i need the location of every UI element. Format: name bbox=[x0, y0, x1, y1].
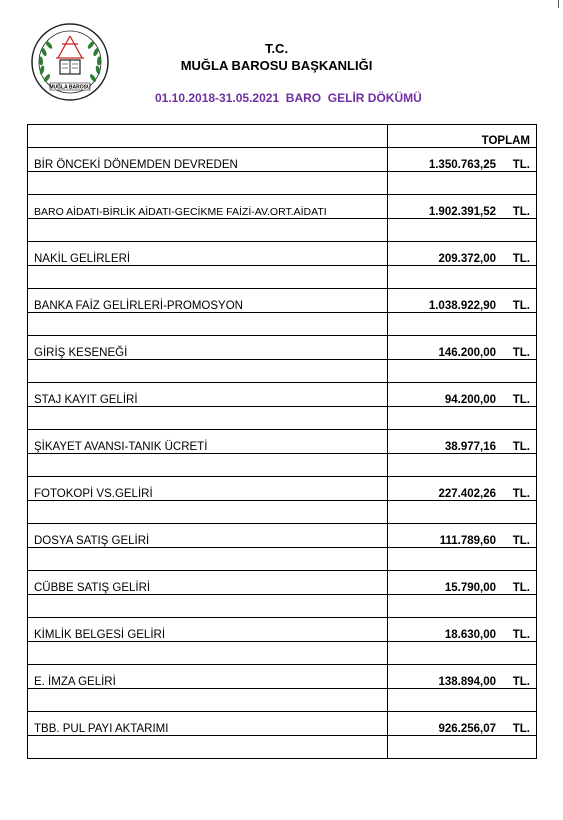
empty-cell bbox=[388, 595, 537, 618]
income-amount: 111.789,60 bbox=[439, 535, 496, 547]
income-amount-cell bbox=[388, 571, 537, 595]
income-label-cell bbox=[28, 618, 388, 642]
table-row bbox=[28, 571, 537, 595]
empty-cell bbox=[388, 219, 537, 242]
currency-label: TL. bbox=[512, 206, 530, 218]
income-amount: 209.372,00 bbox=[438, 253, 496, 265]
income-amount-cell bbox=[388, 336, 537, 360]
income-label-cell bbox=[28, 665, 388, 689]
income-amount-cell bbox=[388, 148, 537, 172]
table-row bbox=[28, 524, 537, 548]
currency-label: TL. bbox=[512, 535, 530, 547]
table-spacer-row bbox=[28, 689, 537, 712]
table-header-row bbox=[28, 125, 537, 148]
currency-label: TL. bbox=[512, 676, 530, 688]
income-label-cell bbox=[28, 524, 388, 548]
income-amount: 94.200,00 bbox=[444, 394, 496, 406]
table-spacer-row bbox=[28, 454, 537, 477]
empty-cell bbox=[28, 736, 388, 759]
table-row bbox=[28, 712, 537, 736]
empty-cell bbox=[388, 501, 537, 524]
empty-cell bbox=[388, 407, 537, 430]
empty-cell bbox=[388, 360, 537, 383]
income-label: E. İMZA GELİRİ bbox=[34, 676, 116, 688]
income-label: BİR ÖNCEKİ DÖNEMDEN DEVREDEN bbox=[34, 159, 238, 171]
table-row bbox=[28, 148, 537, 172]
currency-label: TL. bbox=[512, 347, 530, 359]
empty-cell bbox=[28, 548, 388, 571]
income-label: ŞİKAYET AVANSI-TANIK ÜCRETİ bbox=[34, 441, 208, 453]
income-amount: 1.350.763,25 bbox=[428, 159, 496, 171]
income-amount-cell bbox=[388, 289, 537, 313]
income-label: GİRİŞ KESENEĞİ bbox=[34, 347, 128, 359]
empty-cell bbox=[388, 642, 537, 665]
income-label: BARO AİDATI-BİRLİK AİDATI-GECİKME FAİZİ-AV.ORT.AİDATI bbox=[34, 206, 327, 218]
table-spacer-row bbox=[28, 736, 537, 759]
table-spacer-row bbox=[28, 360, 537, 383]
income-amount: 15.790,00 bbox=[444, 582, 496, 594]
currency-label: TL. bbox=[512, 253, 530, 265]
header-empty-cell bbox=[28, 125, 388, 148]
income-label-cell bbox=[28, 712, 388, 736]
income-amount-cell bbox=[388, 242, 537, 266]
income-amount-cell bbox=[388, 477, 537, 501]
empty-cell bbox=[388, 266, 537, 289]
table-spacer-row bbox=[28, 266, 537, 289]
income-label: FOTOKOPİ VS.GELİRİ bbox=[34, 488, 153, 500]
income-label-cell bbox=[28, 289, 388, 313]
income-label: DOSYA SATIŞ GELİRİ bbox=[34, 535, 150, 547]
income-amount: 38.977,16 bbox=[444, 441, 496, 453]
table-spacer-row bbox=[28, 172, 537, 195]
income-label-cell bbox=[28, 336, 388, 360]
income-amount-cell bbox=[388, 430, 537, 454]
table-row bbox=[28, 383, 537, 407]
income-amount-cell bbox=[388, 195, 537, 219]
total-header: TOPLAM bbox=[388, 125, 537, 148]
table-spacer-row bbox=[28, 313, 537, 336]
svg-text:MUĞLA BAROSU: MUĞLA BAROSU bbox=[49, 84, 91, 91]
table-row bbox=[28, 430, 537, 454]
income-label-cell bbox=[28, 242, 388, 266]
empty-cell bbox=[28, 642, 388, 665]
income-label: STAJ KAYIT GELİRİ bbox=[34, 394, 138, 406]
table-spacer-row bbox=[28, 595, 537, 618]
table-row bbox=[28, 618, 537, 642]
table-row bbox=[28, 242, 537, 266]
table-spacer-row bbox=[28, 548, 537, 571]
table-spacer-row bbox=[28, 501, 537, 524]
income-label-cell bbox=[28, 477, 388, 501]
empty-cell bbox=[388, 736, 537, 759]
income-amount: 1.038.922,90 bbox=[428, 300, 496, 312]
currency-label: TL. bbox=[512, 159, 530, 171]
income-label-cell bbox=[28, 383, 388, 407]
table-spacer-row bbox=[28, 642, 537, 665]
income-amount-cell bbox=[388, 665, 537, 689]
table-spacer-row bbox=[28, 407, 537, 430]
table-row bbox=[28, 289, 537, 313]
income-label: NAKİL GELİRLERİ bbox=[34, 253, 131, 265]
currency-label: TL. bbox=[512, 394, 530, 406]
table-row bbox=[28, 336, 537, 360]
income-label-cell bbox=[28, 195, 388, 219]
empty-cell bbox=[388, 689, 537, 712]
empty-cell bbox=[28, 689, 388, 712]
income-amount-cell bbox=[388, 618, 537, 642]
empty-cell bbox=[28, 313, 388, 336]
empty-cell bbox=[388, 454, 537, 477]
income-label: CÜBBE SATIŞ GELİRİ bbox=[34, 582, 151, 594]
income-amount-cell bbox=[388, 524, 537, 548]
income-table-body bbox=[28, 125, 537, 759]
income-label-cell bbox=[28, 430, 388, 454]
empty-cell bbox=[28, 407, 388, 430]
empty-cell bbox=[28, 454, 388, 477]
income-amount: 146.200,00 bbox=[438, 347, 496, 359]
currency-label: TL. bbox=[512, 723, 530, 735]
table-row bbox=[28, 195, 537, 219]
empty-cell bbox=[28, 172, 388, 195]
currency-label: TL. bbox=[512, 488, 530, 500]
table-row bbox=[28, 665, 537, 689]
table-row bbox=[28, 477, 537, 501]
income-amount: 227.402,26 bbox=[438, 488, 496, 500]
empty-cell bbox=[388, 313, 537, 336]
currency-label: TL. bbox=[512, 629, 530, 641]
currency-label: TL. bbox=[512, 441, 530, 453]
income-label: BANKA FAİZ GELİRLERİ-PROMOSYON bbox=[34, 300, 243, 312]
empty-cell bbox=[28, 219, 388, 242]
currency-label: TL. bbox=[512, 582, 530, 594]
income-label: TBB. PUL PAYI AKTARIMI bbox=[34, 723, 169, 735]
income-amount-cell bbox=[388, 712, 537, 736]
table-spacer-row bbox=[28, 219, 537, 242]
income-amount: 18.630,00 bbox=[444, 629, 496, 641]
page-corner-mark bbox=[558, 0, 559, 8]
income-amount: 138.894,00 bbox=[438, 676, 496, 688]
income-label-cell bbox=[28, 148, 388, 172]
empty-cell bbox=[28, 360, 388, 383]
empty-cell bbox=[388, 172, 537, 195]
header-tc: T.C. bbox=[264, 41, 289, 56]
report-subtitle: 01.10.2018-31.05.2021 BARO GELİR DÖKÜMÜ bbox=[155, 91, 422, 105]
empty-cell bbox=[28, 501, 388, 524]
income-label: KİMLİK BELGESİ GELİRİ bbox=[34, 629, 166, 641]
header-title: MUĞLA BAROSU BAŞKANLIĞI bbox=[180, 58, 373, 73]
empty-cell bbox=[388, 548, 537, 571]
income-label-cell bbox=[28, 571, 388, 595]
income-table bbox=[27, 124, 537, 759]
income-amount-cell bbox=[388, 383, 537, 407]
empty-cell bbox=[28, 595, 388, 618]
empty-cell bbox=[28, 266, 388, 289]
income-amount: 926.256,07 bbox=[438, 723, 496, 735]
currency-label: TL. bbox=[512, 300, 530, 312]
income-amount: 1.902.391,52 bbox=[428, 206, 496, 218]
